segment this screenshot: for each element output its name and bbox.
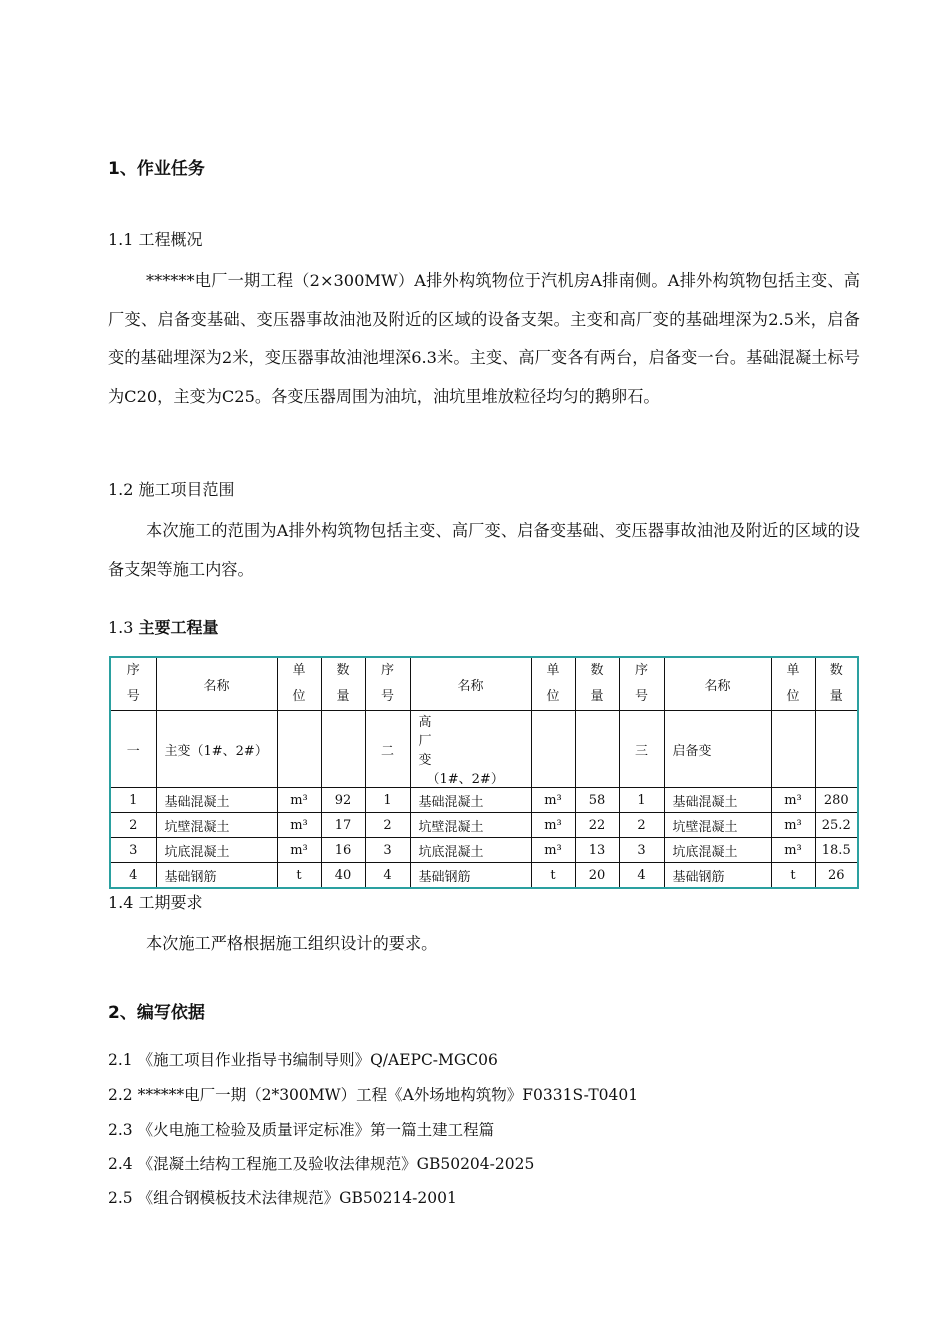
header-qty: 数 量 <box>575 657 619 711</box>
header-name: 名称 <box>410 657 531 711</box>
section-1-4-heading: 1.4 工期要求 <box>108 893 203 912</box>
section-1-1-heading: 1.1 工程概况 <box>108 230 203 249</box>
cell-qty: 25.2 <box>815 813 858 838</box>
reference-item: 2.2 ******电厂一期（2*300MW）工程《A外场地构筑物》F0331S-T0401 <box>108 1086 639 1104</box>
cell-seq: 4 <box>365 863 410 889</box>
cell-seq: 3 <box>619 838 664 863</box>
group-name: 高 厂 变 （1#、2#） <box>410 711 531 788</box>
cell-qty: 40 <box>321 863 365 889</box>
cell-seq: 4 <box>619 863 664 889</box>
cell-name: 基础混凝土 <box>664 788 771 813</box>
section-1-2-heading: 1.2 施工项目范围 <box>108 480 235 499</box>
cell-name: 基础混凝土 <box>156 788 277 813</box>
cell-name: 坑壁混凝土 <box>664 813 771 838</box>
section-1-heading: 1、作业任务 <box>108 159 205 179</box>
cell-unit: m³ <box>531 813 575 838</box>
header-unit: 单 位 <box>771 657 815 711</box>
section-1-1-paragraph: ******电厂一期工程（2×300MW）A排外构筑物位于汽机房A排南侧。A排外构筑物包括主变、高厂变、启备变基础、变压器事故油池及附近的区域的设备支架。主变和高厂变的基础埋深为2.5米，启备变的基础埋深为2米，变压器事故油池埋深6.3米。主变、高厂变各有两台，启备变一台。基础混凝土标号为C20，主变为C25。各变压器周围为油坑，油坑里堆放粒径均匀的鹅卵石。 <box>108 271 860 406</box>
cell-seq: 1 <box>365 788 410 813</box>
cell-qty: 26 <box>815 863 858 889</box>
cell-unit: m³ <box>771 788 815 813</box>
header-seq: 序 号 <box>619 657 664 711</box>
section-1-4-paragraph: 本次施工严格根据施工组织设计的要求。 <box>146 934 438 953</box>
cell-seq: 4 <box>110 863 156 889</box>
header-name: 名称 <box>156 657 277 711</box>
group-name: 启备变 <box>664 711 771 788</box>
reference-item: 2.5 《组合钢模板技术法律规范》GB50214-2001 <box>108 1189 457 1207</box>
cell-qty: 92 <box>321 788 365 813</box>
cell-seq: 3 <box>365 838 410 863</box>
cell-qty: 22 <box>575 813 619 838</box>
group-seq: 三 <box>619 711 664 788</box>
cell-qty: 18.5 <box>815 838 858 863</box>
cell-name: 坑底混凝土 <box>156 838 277 863</box>
cell-name: 坑壁混凝土 <box>410 813 531 838</box>
reference-item: 2.1 《施工项目作业指导书编制导则》Q/AEPC-MGC06 <box>108 1051 498 1069</box>
section-1-3-number: 1.3 <box>108 618 139 637</box>
cell-seq: 2 <box>365 813 410 838</box>
cell-qty: 20 <box>575 863 619 889</box>
cell-qty: 13 <box>575 838 619 863</box>
quantity-table <box>109 656 859 889</box>
cell-unit: t <box>531 863 575 889</box>
section-2-heading: 2、编写依据 <box>108 1003 205 1023</box>
cell-name: 坑壁混凝土 <box>156 813 277 838</box>
table-row <box>110 863 858 889</box>
table-row <box>110 788 858 813</box>
table-header-row <box>110 657 858 711</box>
cell-unit: m³ <box>771 838 815 863</box>
cell-unit: m³ <box>531 788 575 813</box>
cell-seq: 2 <box>619 813 664 838</box>
header-unit: 单 位 <box>531 657 575 711</box>
header-unit: 单 位 <box>277 657 321 711</box>
cell-qty: 16 <box>321 838 365 863</box>
table-row <box>110 838 858 863</box>
cell-name: 基础钢筋 <box>410 863 531 889</box>
section-1-2-paragraph: 本次施工的范围为A排外构筑物包括主变、高厂变、启备变基础、变压器事故油池及附近的区域的设备支架等施工内容。 <box>108 521 860 579</box>
header-seq: 序 号 <box>110 657 156 711</box>
cell-qty: 17 <box>321 813 365 838</box>
cell-unit: m³ <box>531 838 575 863</box>
group-seq: 一 <box>110 711 156 788</box>
cell-qty: 58 <box>575 788 619 813</box>
cell-unit: t <box>277 863 321 889</box>
header-qty: 数 量 <box>321 657 365 711</box>
cell-name: 基础钢筋 <box>664 863 771 889</box>
cell-seq: 3 <box>110 838 156 863</box>
cell-name: 坑底混凝土 <box>664 838 771 863</box>
cell-unit: m³ <box>277 813 321 838</box>
header-qty: 数 量 <box>815 657 858 711</box>
cell-name: 基础混凝土 <box>410 788 531 813</box>
reference-item: 2.3 《火电施工检验及质量评定标准》第一篇土建工程篇 <box>108 1121 495 1139</box>
cell-name: 基础钢筋 <box>156 863 277 889</box>
cell-seq: 1 <box>619 788 664 813</box>
cell-unit: m³ <box>277 838 321 863</box>
cell-seq: 2 <box>110 813 156 838</box>
table-group-row <box>110 711 858 788</box>
cell-unit: m³ <box>771 813 815 838</box>
group-name: 主变（1#、2#） <box>156 711 277 788</box>
cell-qty: 280 <box>815 788 858 813</box>
group-seq: 二 <box>365 711 410 788</box>
table-row <box>110 813 858 838</box>
section-1-3-title: 主要工程量 <box>138 618 219 637</box>
section-1-3-heading <box>108 615 219 638</box>
cell-unit: t <box>771 863 815 889</box>
reference-item: 2.4 《混凝土结构工程施工及验收法律规范》GB50204-2025 <box>108 1155 535 1173</box>
cell-unit: m³ <box>277 788 321 813</box>
header-seq: 序 号 <box>365 657 410 711</box>
header-name: 名称 <box>664 657 771 711</box>
cell-name: 坑底混凝土 <box>410 838 531 863</box>
cell-seq: 1 <box>110 788 156 813</box>
